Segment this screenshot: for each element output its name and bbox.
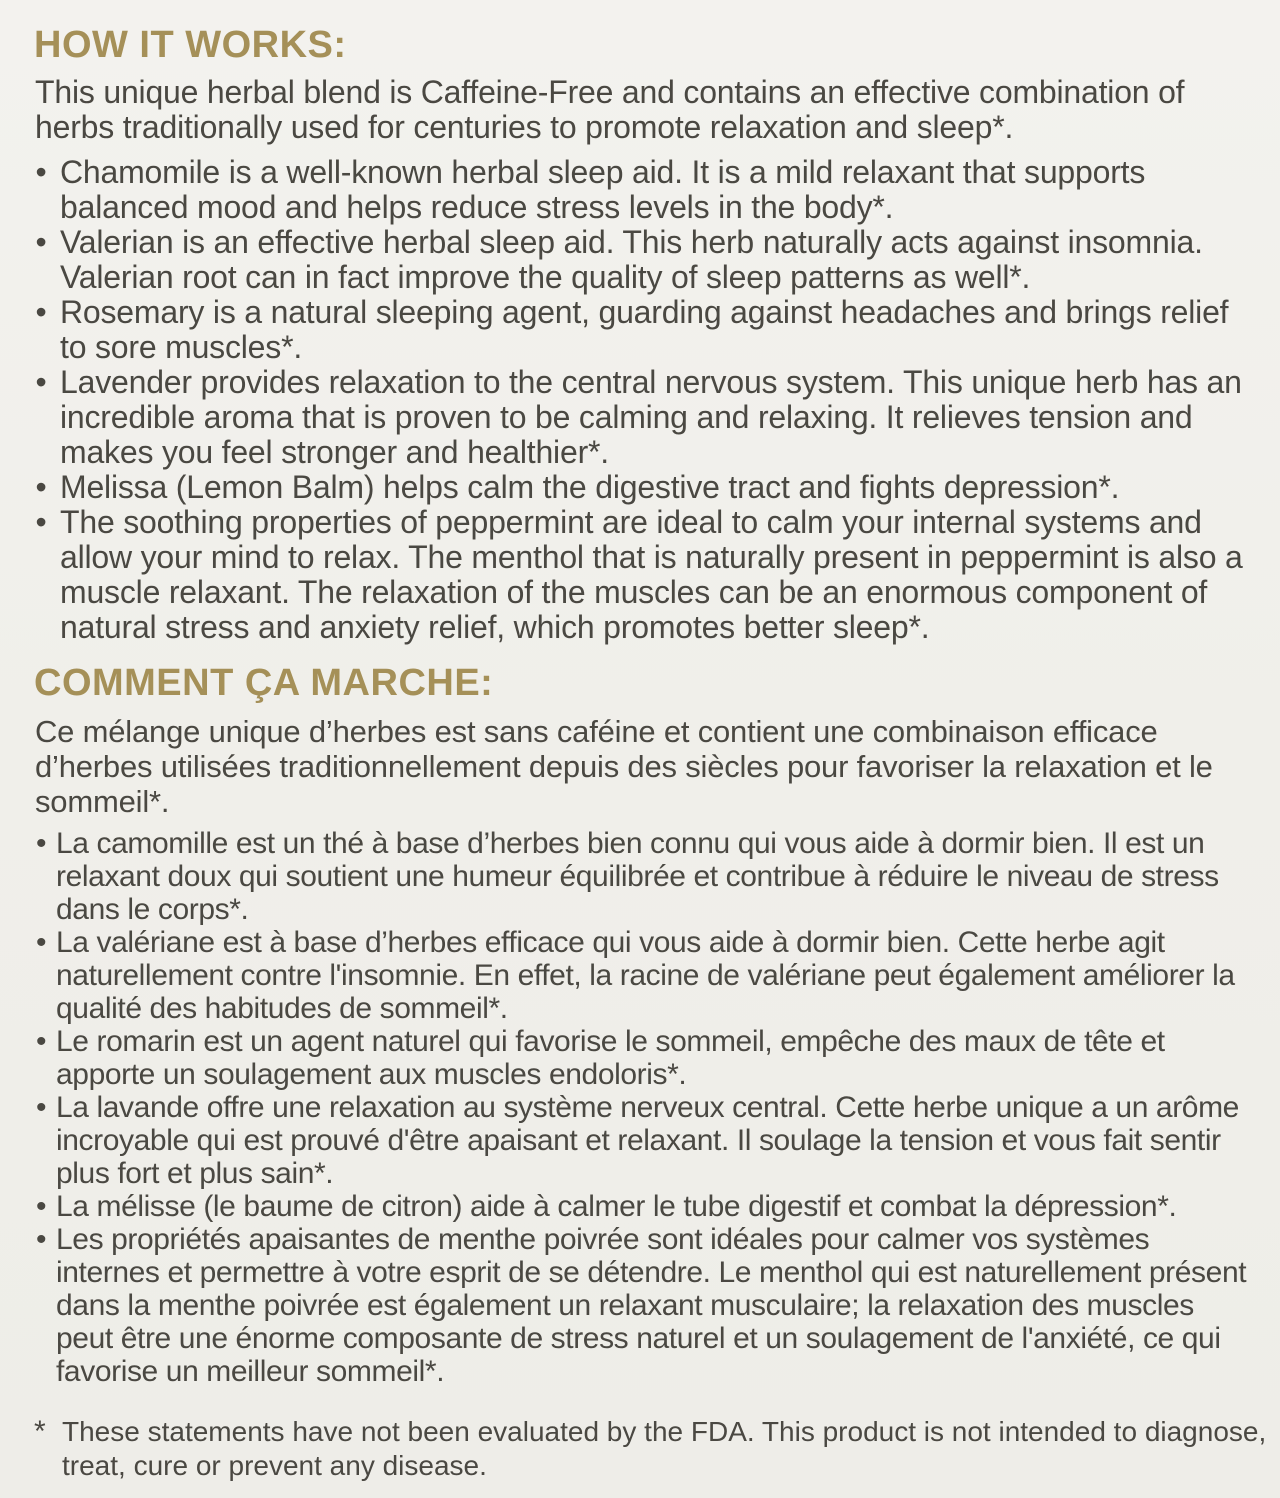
bullet-text: La valériane est à base d’herbes efficace qui vous aide à dormir bien. Cette herbe agit naturellement contre l'insomnie. En effet, la racine de valériane peut également améliorer la qualité des habitudes de sommeil*. bbox=[56, 926, 1235, 1025]
bullet-icon: • bbox=[35, 224, 47, 260]
bullet-icon: • bbox=[35, 294, 47, 330]
list-item bbox=[28, 155, 1253, 225]
bullet-text: Valerian is an effective herbal sleep aid. This herb naturally acts against insomnia. Valerian root can in fact improve the quality of sleep patterns as well*. bbox=[60, 224, 1203, 295]
bullet-text: The soothing properties of peppermint are ideal to calm your internal systems and allow your mind to relax. The menthol that is naturally present in peppermint is also a muscle relaxant. The relaxation of the muscles can be an enormous component of natural stress and anxiety relief, which promotes better sleep*. bbox=[60, 504, 1243, 645]
asterisk-marker: * bbox=[34, 1415, 46, 1448]
fda-disclaimer bbox=[34, 1415, 1280, 1483]
list-item bbox=[28, 1025, 1253, 1091]
list-item bbox=[28, 1091, 1253, 1190]
bullet-text: La lavande offre une relaxation au système nerveux central. Cette herbe unique a un arôme incroyable qui est prouvé d'être apaisant et relaxant. Il soulage la tension et vous fait sentir plus fort et plus sain*. bbox=[56, 1091, 1239, 1190]
bullet-icon: • bbox=[35, 1025, 47, 1058]
bullet-text: Lavender provides relaxation to the central nervous system. This unique herb has an incredible aroma that is proven to be calming and relaxing. It relieves tension and makes you feel stronger and healthier*. bbox=[60, 364, 1242, 470]
bullet-text: Melissa (Lemon Balm) helps calm the digestive tract and fights depression*. bbox=[60, 469, 1120, 505]
list-item bbox=[28, 470, 1253, 505]
bullet-icon: • bbox=[35, 926, 47, 959]
list-item bbox=[28, 365, 1253, 470]
bullet-icon: • bbox=[35, 504, 47, 540]
list-item bbox=[28, 827, 1253, 926]
list-item bbox=[28, 926, 1253, 1025]
heading-comment-ca-marche: COMMENT ÇA MARCHE: bbox=[34, 662, 494, 704]
bullet-icon: • bbox=[35, 1223, 47, 1256]
disclaimer-text: These statements have not been evaluated by the FDA. This product is not intended to diagnose, treat, cure or prevent any disease. bbox=[62, 1416, 1267, 1481]
intro-english: This unique herbal blend is Caffeine-Free and contains an effective combination of herbs traditionally used for centuries to promote relaxation and sleep*. bbox=[35, 74, 1185, 145]
list-item bbox=[28, 1190, 1253, 1223]
list-item bbox=[28, 295, 1253, 365]
list-item bbox=[28, 1223, 1253, 1388]
bullet-text: Rosemary is a natural sleeping agent, guarding against headaches and brings relief to sore muscles*. bbox=[60, 294, 1229, 365]
bullet-list-french bbox=[28, 827, 1253, 1388]
bullet-text: La camomille est un thé à base d’herbes bien connu qui vous aide à dormir bien. Il est un relaxant doux qui soutient une humeur équilibrée et contribue à réduire le niveau de stress dans le corps*. bbox=[56, 827, 1219, 926]
list-item bbox=[28, 505, 1253, 645]
bullet-text: Les propriétés apaisantes de menthe poivrée sont idéales pour calmer vos systèmes internes et permettre à votre esprit de se détendre. Le menthol qui est naturellement présent dans la menthe poivrée est également un relaxant musculaire; la relaxation des muscles peut être une énorme composante de stress naturel et un soulagement de l'anxiété, ce qui favorise un meilleur sommeil*. bbox=[56, 1223, 1247, 1388]
list-item bbox=[28, 225, 1253, 295]
intro-french: Ce mélange unique d’herbes est sans caféine et contient une combinaison efficace d’herbes utilisées traditionnellement depuis des siècles pour favoriser la relaxation et le sommeil*. bbox=[35, 714, 1213, 819]
bullet-icon: • bbox=[35, 1190, 47, 1223]
bullet-text: Le romarin est un agent naturel qui favorise le sommeil, empêche des maux de tête et apporte un soulagement aux muscles endoloris*. bbox=[56, 1025, 1165, 1091]
bullet-list-english bbox=[28, 155, 1253, 645]
bullet-text: La mélisse (le baume de citron) aide à calmer le tube digestif et combat la dépression*. bbox=[56, 1190, 1177, 1223]
bullet-icon: • bbox=[35, 154, 47, 190]
bullet-icon: • bbox=[35, 469, 47, 505]
heading-how-it-works: HOW IT WORKS: bbox=[34, 24, 347, 66]
bullet-icon: • bbox=[35, 1091, 47, 1124]
bullet-text: Chamomile is a well-known herbal sleep aid. It is a mild relaxant that supports balanced mood and helps reduce stress levels in the body*. bbox=[60, 154, 1146, 225]
bullet-icon: • bbox=[35, 827, 47, 860]
bullet-icon: • bbox=[35, 364, 47, 400]
